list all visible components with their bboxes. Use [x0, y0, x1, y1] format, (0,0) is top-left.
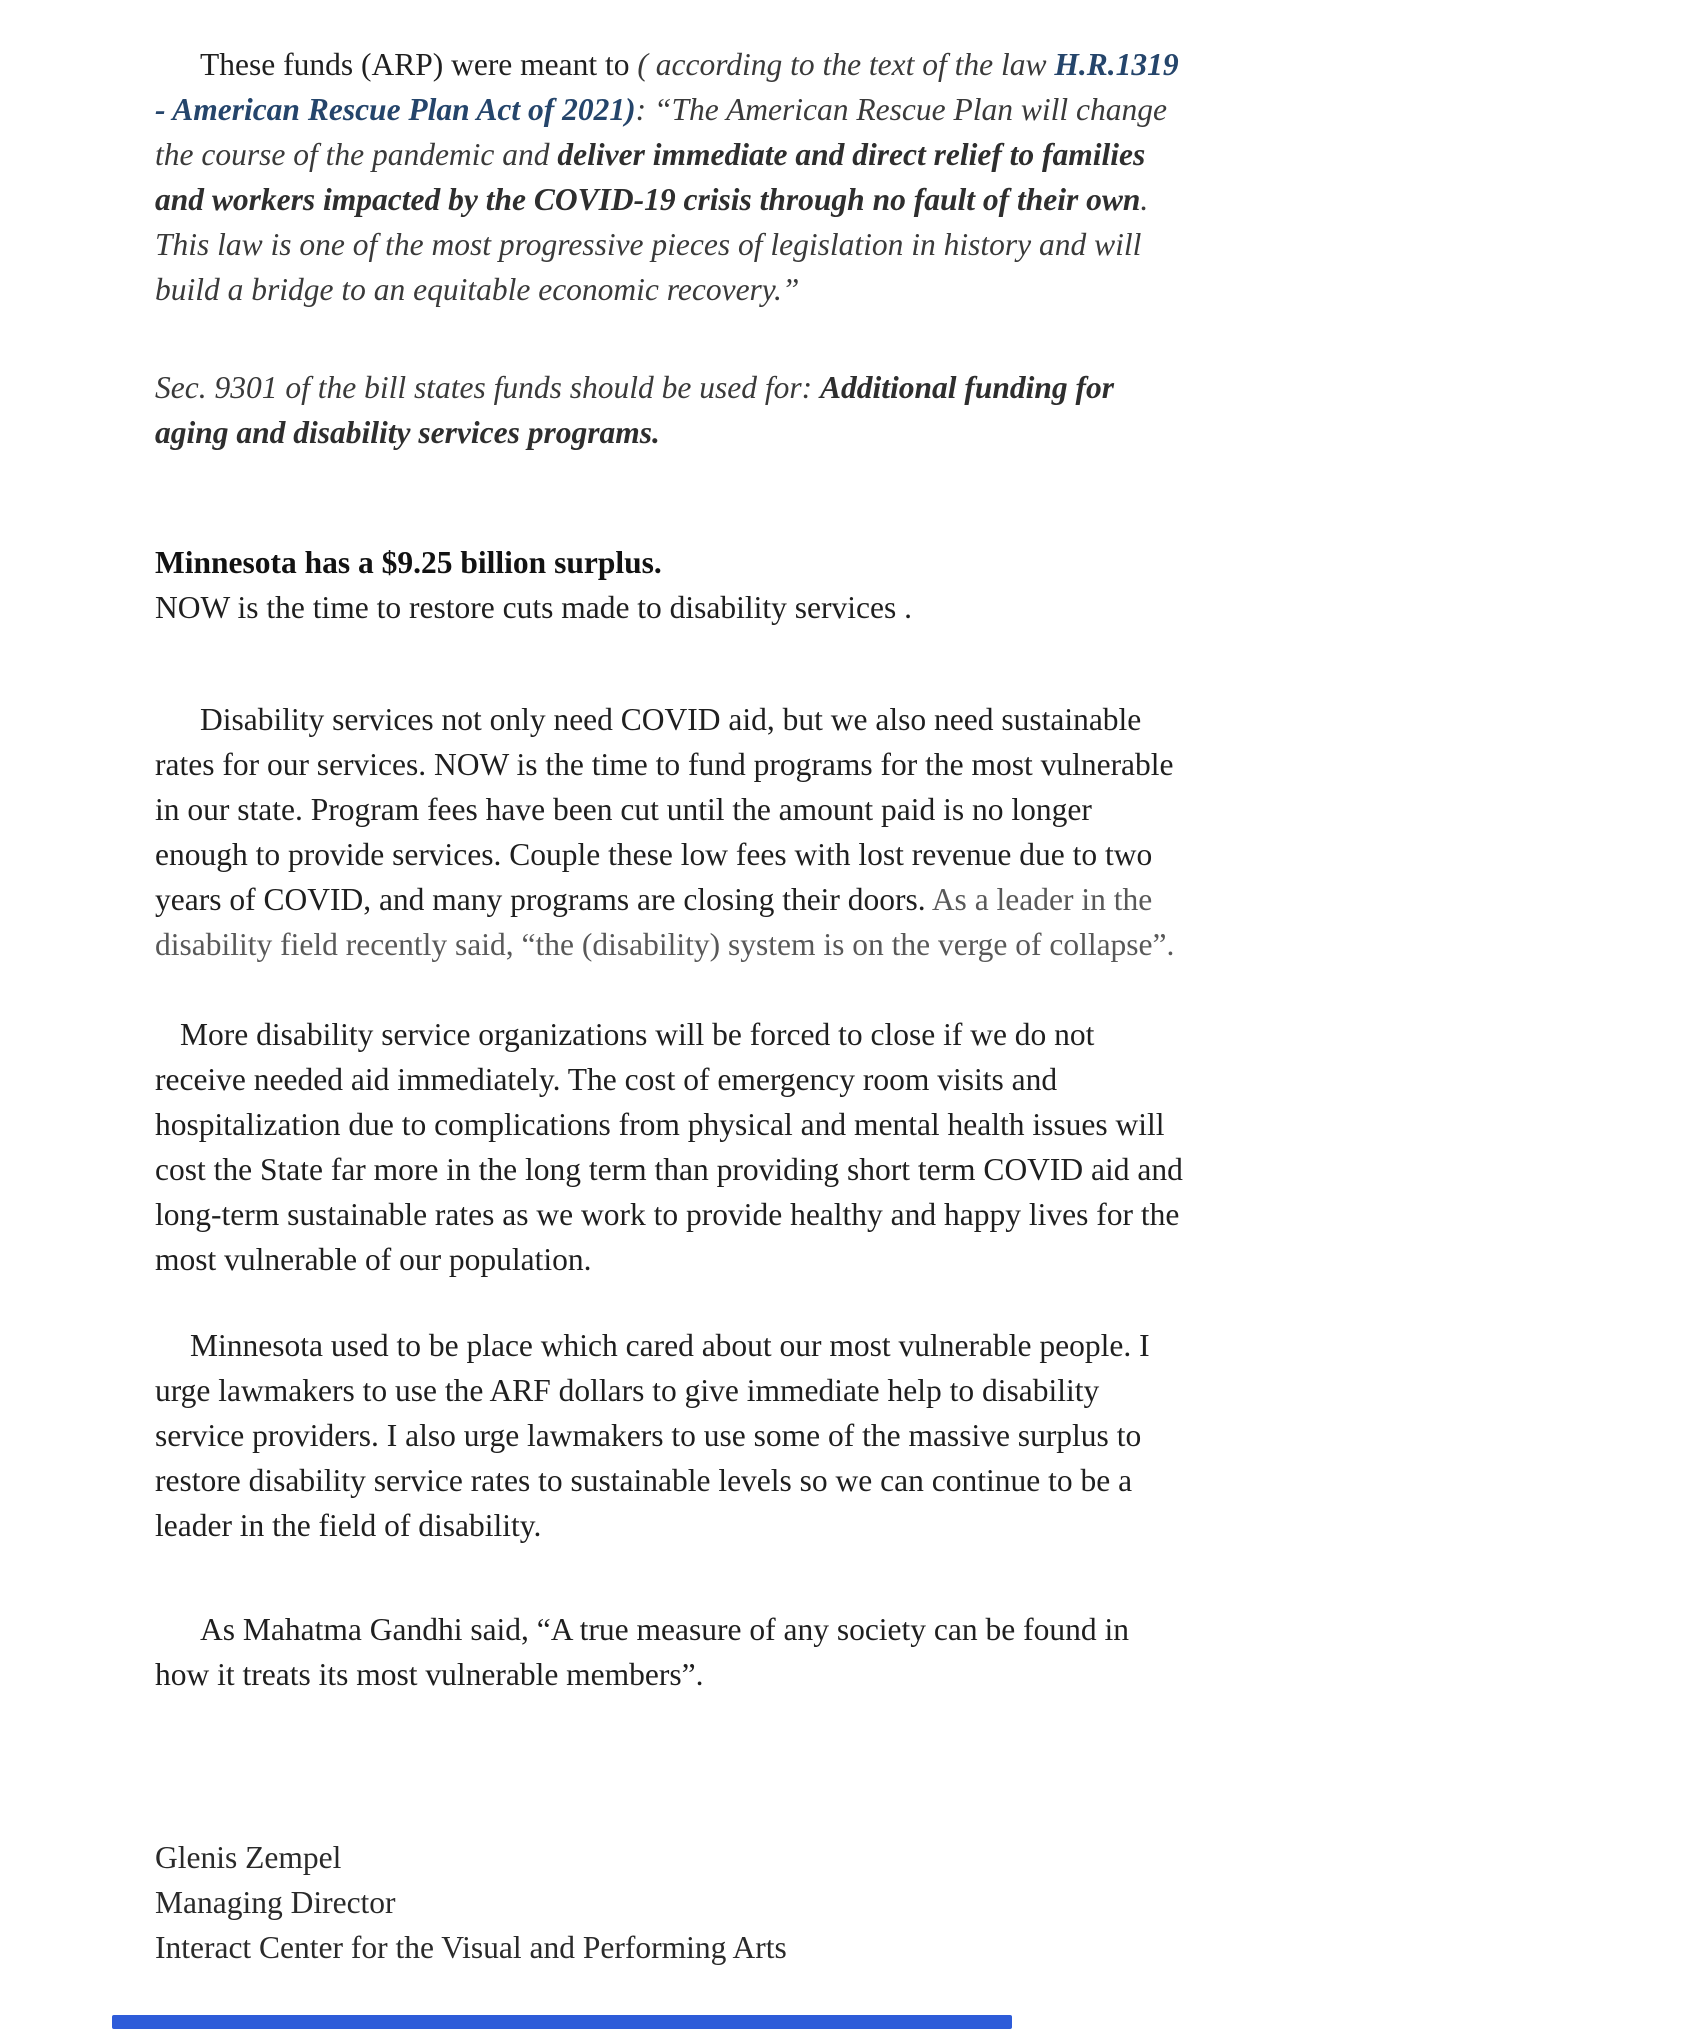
paragraph-more-organizations: [155, 1012, 1187, 1282]
text-run: Minnesota has a $9.25 billion surplus.: [155, 545, 662, 580]
text-run: NOW is the time to restore cuts made to disability services .: [155, 590, 912, 625]
paragraph-sec-9301: [155, 365, 1187, 455]
text-run: deliver immediate and direct relief to families and workers impacted by the COVID-19 crisis through no fault of their own: [155, 137, 1146, 217]
paragraph-gandhi-quote: [155, 1607, 1187, 1697]
signature-name: Glenis Zempel: [155, 1840, 342, 1875]
text-run: More disability service organizations will be forced to close if we do not receive needed aid immediately. The cost of emergency room visits and hospitalization due to complications from physical and mental health issues will cost the State far more in the long term than providing short term COVID aid and long-term sustainable rates as we work to provide healthy and happy lives for the most vulnerable of our population.: [155, 1017, 1183, 1277]
text-run: Sec. 9301 of the bill states funds should be used for:: [155, 370, 820, 405]
horizontal-scrollbar-thumb[interactable]: [112, 2015, 1012, 2029]
text-run: : “The American Rescue Plan will change the course of the pandemic and: [155, 92, 1167, 172]
text-run: These funds (ARP) were meant to: [200, 47, 638, 82]
paragraph-minnesota-cared: [155, 1323, 1187, 1548]
paragraph-surplus-now: [155, 585, 1187, 630]
text-run: Additional funding for aging and disability services programs.: [155, 370, 1115, 450]
paragraph-disability-services: [155, 697, 1187, 967]
paragraph-surplus-headline: [155, 540, 1187, 585]
text-run: ( according to the text of the law: [637, 47, 1055, 82]
text-run: Minnesota used to be place which cared about our most vulnerable people. I urge lawmakers to use the ARF dollars to give immediate help to disability service providers. I also urge lawmakers to use some of the massive surplus to restore disability service rates to sustainable levels so we can continue to be a leader in the field of disability.: [155, 1328, 1150, 1543]
text-run: Disability services not only need COVID aid, but we also need sustainable rates for our services. NOW is the time to fund programs for the most vulnerable in our state. Program fees have been cut until the amount paid is no longer enough to provide services. Couple these low fees with lost revenue due to two years of COVID, and many programs are closing their doors.: [155, 702, 1174, 917]
signature-block: [155, 1835, 1187, 1970]
text-run: . This law is one of the most progressive pieces of legislation in history and will build a bridge to an equitable economic recovery.”: [155, 182, 1149, 307]
text-run: As a leader in the disability field recently said, “the (disability) system is on the verge of collapse”.: [155, 882, 1175, 962]
signature-title: Managing Director: [155, 1885, 396, 1920]
text-run: As Mahatma Gandhi said, “A true measure of any society can be found in how it treats its most vulnerable members”.: [155, 1612, 1129, 1692]
letter-body: [155, 42, 1187, 1970]
signature-organization: Interact Center for the Visual and Performing Arts: [155, 1930, 787, 1965]
paragraph-arp-funds: [155, 42, 1187, 312]
text-run: H.R.1319 - American Rescue Plan Act of 2021): [155, 47, 1179, 127]
